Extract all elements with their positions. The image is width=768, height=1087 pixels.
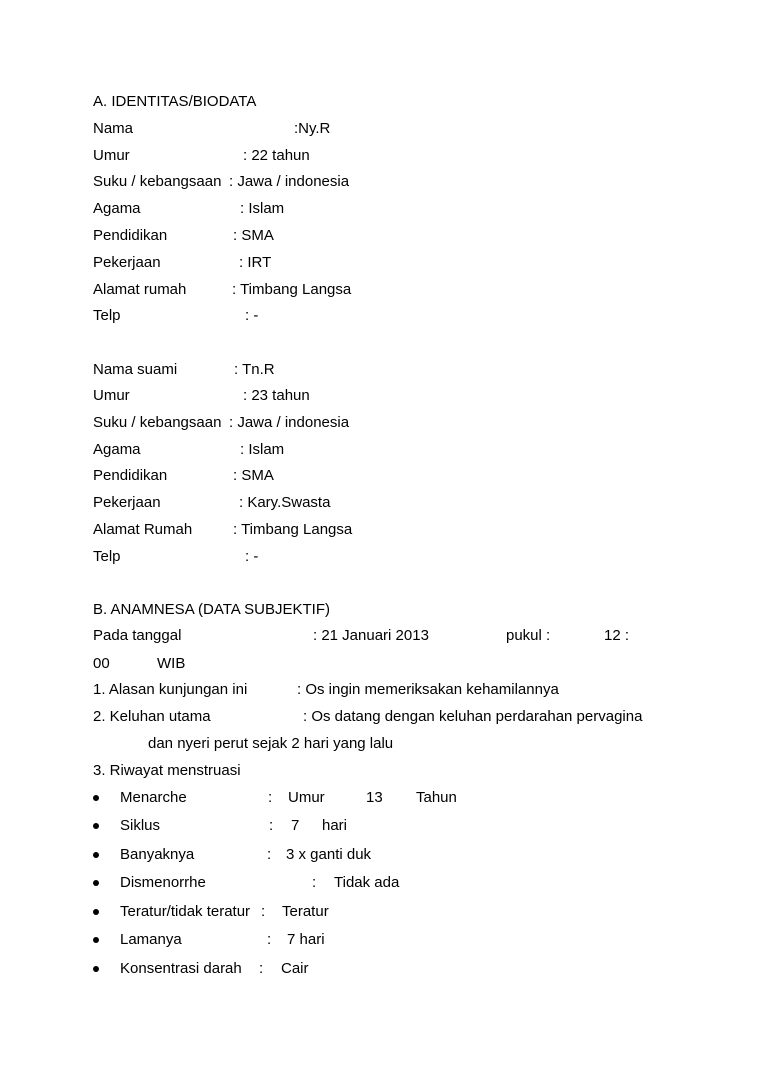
item-label: Dismenorrhe bbox=[120, 874, 206, 891]
field-value: : IRT bbox=[239, 254, 272, 271]
field-label: Alamat Rumah bbox=[93, 521, 193, 538]
section-b-heading: B. ANAMNESA (DATA SUBJEKTIF) bbox=[93, 601, 330, 618]
field-value: : Tn.R bbox=[234, 361, 275, 378]
field-value: : Os datang dengan keluhan perdarahan pervagina bbox=[303, 708, 643, 725]
field-value: : Timbang Langsa bbox=[232, 281, 352, 298]
field-label: Umur bbox=[93, 387, 130, 404]
field-value: : Islam bbox=[240, 441, 285, 458]
field-label: Alamat rumah bbox=[93, 281, 187, 298]
item-label: Menarche bbox=[120, 789, 187, 806]
field-label: Pada tanggal bbox=[93, 627, 182, 644]
field-value: : 23 tahun bbox=[243, 387, 310, 404]
field-value: : SMA bbox=[233, 227, 274, 244]
field-label: Agama bbox=[93, 200, 141, 217]
bullet-icon bbox=[93, 966, 99, 972]
field-value: : Timbang Langsa bbox=[233, 521, 353, 538]
item-value: 7 bbox=[291, 817, 300, 834]
section-a-heading: A. IDENTITAS/BIODATA bbox=[93, 93, 257, 110]
field-label: Pendidikan bbox=[93, 227, 168, 244]
field-value: : Os ingin memeriksakan kehamilannya bbox=[297, 681, 559, 698]
bullet-icon bbox=[93, 852, 99, 858]
item-label: Lamanya bbox=[120, 931, 182, 948]
item-value: 3 x ganti duk bbox=[286, 846, 372, 863]
field-label: 1. Alasan kunjungan ini bbox=[93, 681, 248, 698]
field-value: : Islam bbox=[240, 200, 285, 217]
item-label: Banyaknya bbox=[120, 846, 195, 863]
bullet-icon bbox=[93, 909, 99, 915]
pukul-value: 12 : bbox=[604, 627, 630, 644]
bullet-icon bbox=[93, 937, 99, 943]
bullet-icon bbox=[93, 823, 99, 829]
item-value: Teratur bbox=[282, 903, 329, 920]
item-colon: : bbox=[259, 960, 264, 977]
item-label: Siklus bbox=[120, 817, 161, 834]
item-colon: : bbox=[267, 846, 272, 863]
item-value: Cair bbox=[281, 960, 309, 977]
field-label: Nama bbox=[93, 120, 134, 137]
field-value: : Kary.Swasta bbox=[239, 494, 331, 511]
field-label: Umur bbox=[93, 147, 130, 164]
field-value: : Jawa / indonesia bbox=[229, 414, 350, 431]
bullet-icon bbox=[93, 795, 99, 801]
item-value: 13 bbox=[366, 789, 383, 806]
field-value: : - bbox=[245, 307, 259, 324]
item-label: Teratur/tidak teratur bbox=[120, 903, 251, 920]
item-colon: : bbox=[267, 931, 272, 948]
pukul-value-cont: 00 bbox=[93, 655, 110, 672]
field-label: 2. Keluhan utama bbox=[93, 708, 211, 725]
bullet-icon bbox=[93, 880, 99, 886]
item-label: Konsentrasi darah bbox=[120, 960, 242, 977]
pukul-unit: WIB bbox=[157, 655, 186, 672]
field-value: : Jawa / indonesia bbox=[229, 173, 350, 190]
pukul-label: pukul : bbox=[506, 627, 551, 644]
field-label: Suku / kebangsaan bbox=[93, 414, 222, 431]
keluhan-continuation: dan nyeri perut sejak 2 hari yang lalu bbox=[148, 735, 394, 752]
item-value: Tahun bbox=[416, 789, 457, 806]
item-value: Tidak ada bbox=[334, 874, 400, 891]
field-value: : - bbox=[245, 548, 259, 565]
field-value: : 22 tahun bbox=[243, 147, 310, 164]
field-label: Pendidikan bbox=[93, 467, 168, 484]
item-value: Umur bbox=[288, 789, 325, 806]
field-value: :Ny.R bbox=[294, 120, 331, 137]
field-label: Pekerjaan bbox=[93, 254, 161, 271]
item-colon: : bbox=[312, 874, 317, 891]
item-colon: : bbox=[261, 903, 266, 920]
field-value: : 21 Januari 2013 bbox=[313, 627, 429, 644]
item-colon: : bbox=[268, 789, 273, 806]
field-label: Agama bbox=[93, 441, 141, 458]
field-label: Suku / kebangsaan bbox=[93, 173, 222, 190]
field-label: Telp bbox=[93, 548, 121, 565]
field-label: Pekerjaan bbox=[93, 494, 161, 511]
item-colon: : bbox=[269, 817, 274, 834]
field-label: Telp bbox=[93, 307, 121, 324]
item-value: 7 hari bbox=[287, 931, 325, 948]
riwayat-heading: 3. Riwayat menstruasi bbox=[93, 762, 241, 779]
item-value: hari bbox=[322, 817, 348, 834]
field-label: Nama suami bbox=[93, 361, 178, 378]
field-value: : SMA bbox=[233, 467, 274, 484]
